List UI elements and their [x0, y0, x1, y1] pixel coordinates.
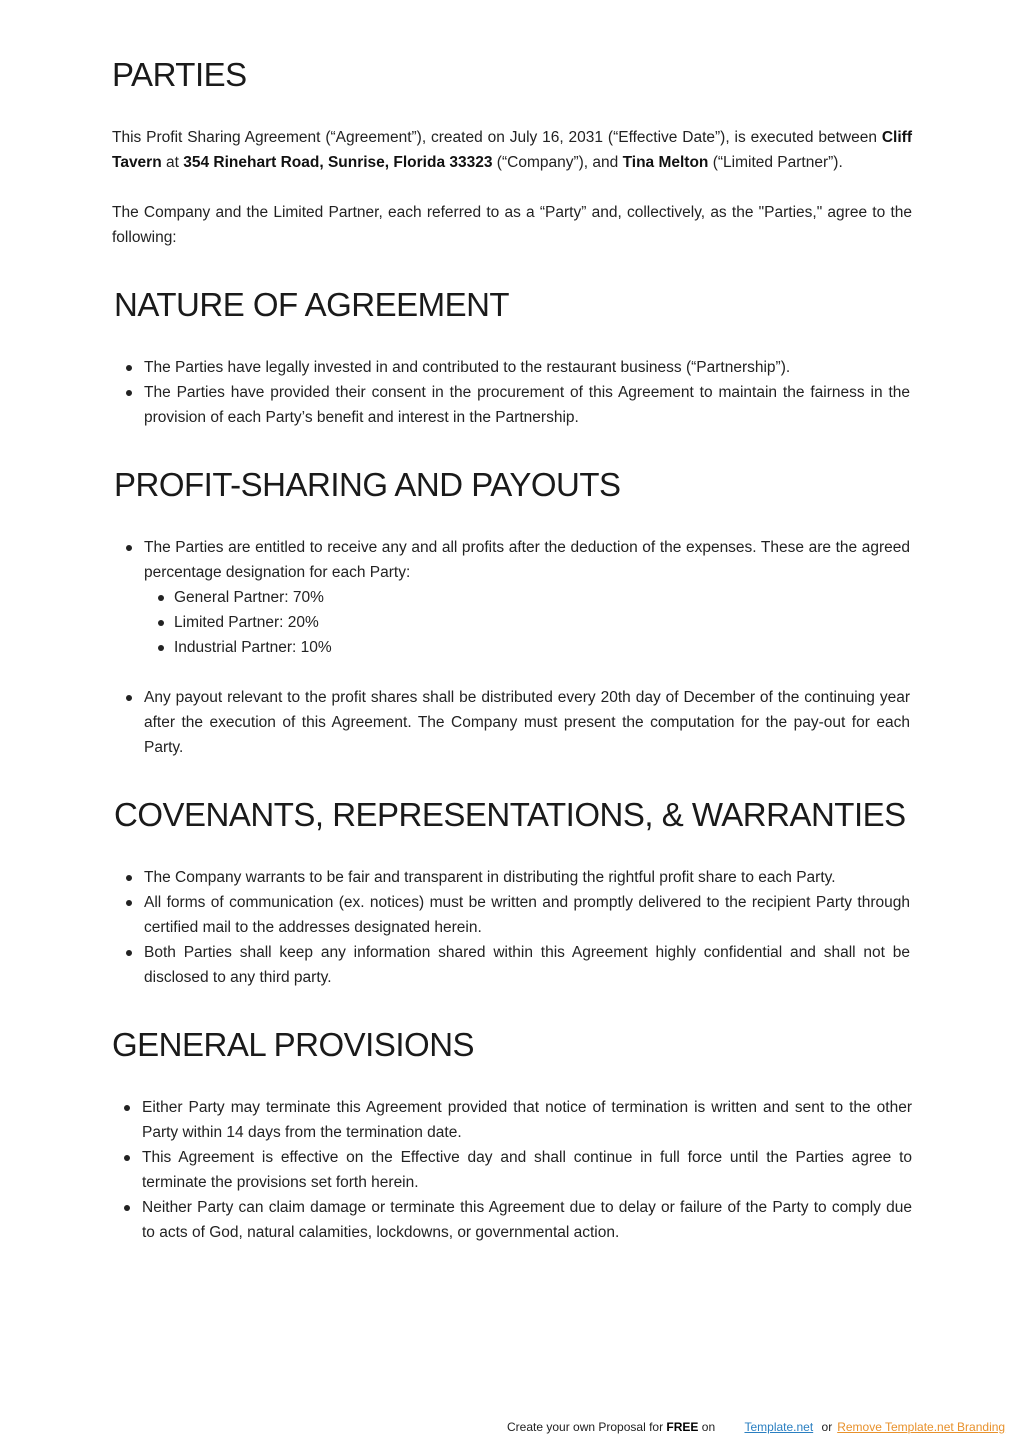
intro-text-1: This Profit Sharing Agreement (“Agreement”), created on July 16, 2031 (“Effective Date”), is executed between [112, 129, 882, 146]
list-item: Either Party may terminate this Agreement provided that notice of termination is written and sent to the other Party within 14 days from the termination date. [110, 1095, 912, 1145]
share-item-limited: Limited Partner: 20% [144, 610, 910, 635]
footer-free: FREE [666, 1420, 699, 1434]
list-item: Neither Party can claim damage or terminate this Agreement due to delay or failure of the Party to comply due to acts of God, natural calamities, lockdowns, or governmental action. [110, 1195, 912, 1245]
heading-general-provisions: GENERAL PROVISIONS [112, 1026, 475, 1063]
covenants-list [112, 865, 910, 990]
company-address: 354 Rinehart Road, Sunrise, Florida 33323 [183, 154, 493, 171]
intro-text-4: (“Limited Partner”). [708, 154, 843, 171]
list-item: Any payout relevant to the profit shares shall be distributed every 20th day of December of the continuing year after the execution of this Agreement. The Company must present the computation for the pay-out for each Party. [112, 685, 910, 760]
list-item: The Parties have legally invested in and contributed to the restaurant business (“Partnership”). [112, 355, 910, 380]
heading-covenants: COVENANTS, REPRESENTATIONS, & WARRANTIES [114, 796, 906, 833]
list-item: This Agreement is effective on the Effective day and shall continue in full force until the Parties agree to terminate the provisions set forth herein. [110, 1145, 912, 1195]
share-sublist [144, 585, 910, 660]
list-item [112, 535, 910, 685]
parties-agree-paragraph: The Company and the Limited Partner, each referred to as a “Party” and, collectively, as the "Parties," agree to the following: [112, 204, 912, 246]
profit-item-text: The Parties are entitled to receive any and all profits after the deduction of the expenses. These are the agreed percentage designation for each Party: [144, 539, 910, 581]
footer-or: or [821, 1420, 833, 1434]
footer-on: on [698, 1420, 716, 1434]
general-list [110, 1095, 912, 1245]
heading-nature-of-agreement: NATURE OF AGREEMENT [114, 286, 510, 323]
intro-text-3: (“Company”), and [492, 154, 623, 171]
parties-intro-paragraph [112, 125, 912, 175]
remove-branding-link[interactable]: Remove Template.net Branding [837, 1420, 1006, 1434]
share-item-general: General Partner: 70% [144, 585, 910, 610]
list-item: The Company warrants to be fair and transparent in distributing the rightful profit share to each Party. [112, 865, 910, 890]
footer-prefix: Create your own Proposal for [507, 1420, 667, 1434]
branding-footer [507, 1419, 1005, 1435]
share-item-industrial: Industrial Partner: 10% [144, 635, 910, 660]
heading-profit-sharing: PROFIT-SHARING AND PAYOUTS [114, 466, 621, 503]
company-name: Cliff Tavern [112, 129, 912, 171]
profit-list [112, 535, 910, 760]
list-item: Both Parties shall keep any information shared within this Agreement highly confidential and shall not be disclosed to any third party. [112, 940, 910, 990]
heading-parties: PARTIES [112, 56, 247, 93]
nature-list [112, 355, 910, 430]
partner-name: Tina Melton [622, 154, 709, 171]
list-item: The Parties have provided their consent in the procurement of this Agreement to maintain the fairness in the provision of each Party’s benefit and interest in the Partnership. [112, 380, 910, 430]
intro-text-2: at [161, 154, 184, 171]
template-net-link[interactable]: Template.net [744, 1420, 814, 1434]
list-item: All forms of communication (ex. notices) must be written and promptly delivered to the recipient Party through certified mail to the addresses designated herein. [112, 890, 910, 940]
